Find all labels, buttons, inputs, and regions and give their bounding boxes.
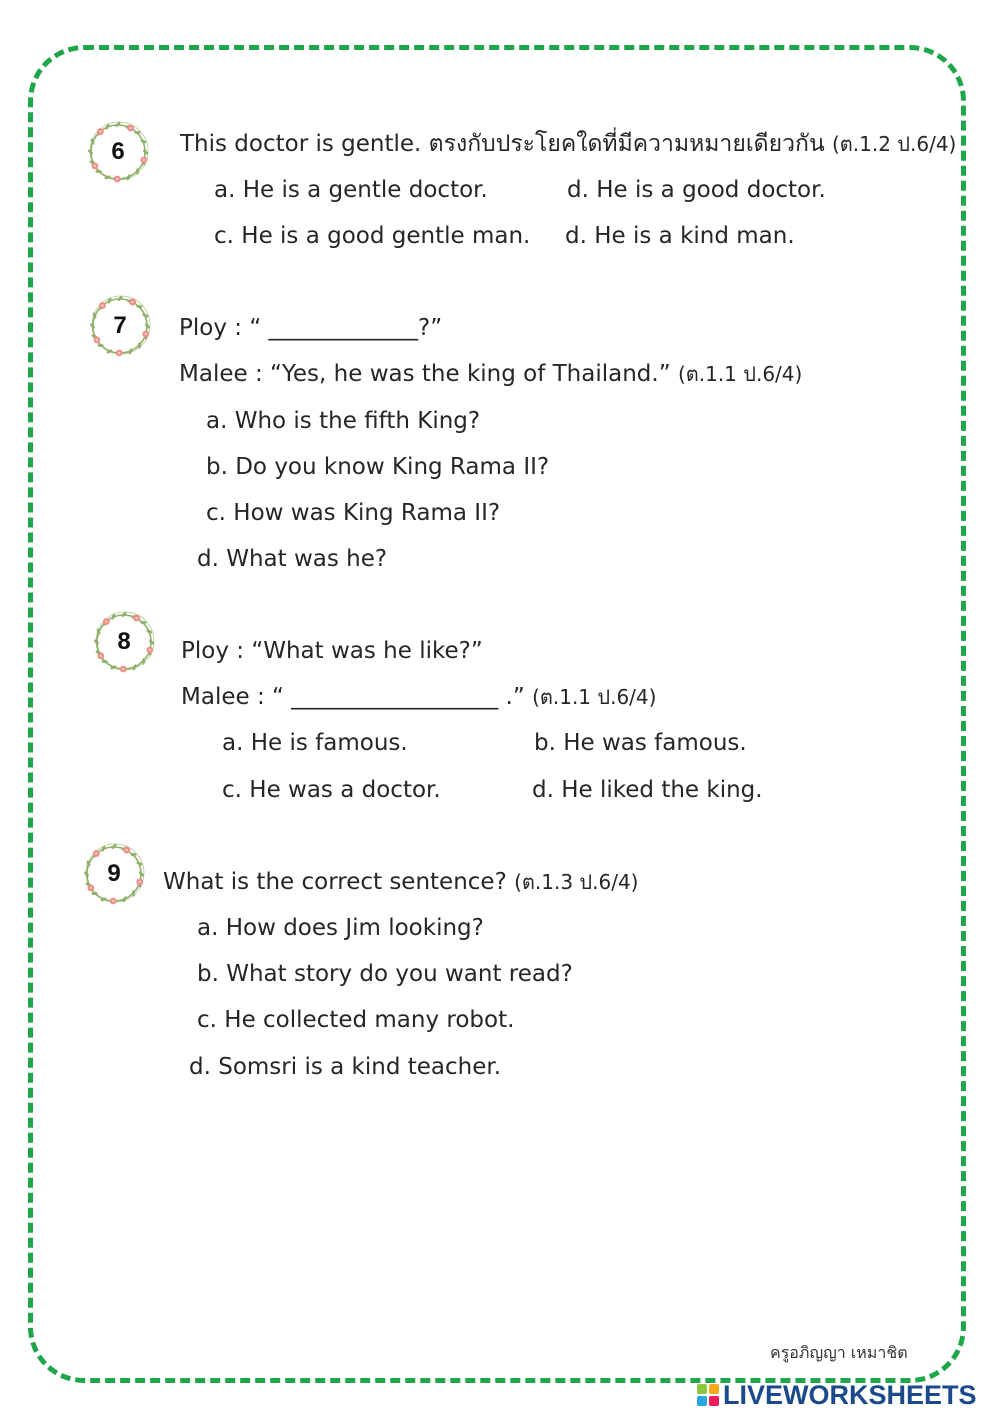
q8-choice-1[interactable]: a. He is famous. — [222, 730, 408, 756]
q8-dialogue-line-2: Malee : “ __________________ .” (ต.1.1 ป.6/4) — [181, 684, 657, 710]
question-number-badge-7 — [88, 294, 158, 364]
q6-choice-3[interactable]: c. He is a good gentle man. — [214, 223, 531, 249]
question-number-badge-9 — [82, 842, 152, 912]
curriculum-reference: (ต.1.3 ป.6/4) — [514, 870, 639, 894]
curriculum-reference: (ต.1.2 ป.6/4) — [831, 132, 957, 156]
q8-choice-3[interactable]: c. He was a doctor. — [222, 777, 441, 803]
q7-choice-3[interactable]: c. How was King Rama II? — [206, 500, 501, 526]
question-number: 6 — [111, 138, 125, 165]
q7-choice-2[interactable]: b. Do you know King Rama II? — [206, 454, 550, 480]
question-number: 8 — [117, 628, 131, 655]
q6-choice-1[interactable]: a. He is a gentle doctor. — [214, 177, 488, 203]
curriculum-reference: (ต.1.1 ป.6/4) — [532, 685, 657, 709]
logo-text: LIVEWORKSHEETS — [723, 1379, 977, 1410]
q6-choice-2[interactable]: d. He is a good doctor. — [567, 177, 826, 203]
q8-choice-4[interactable]: d. He liked the king. — [532, 777, 763, 803]
q9-choice-1[interactable]: a. How does Jim looking? — [197, 915, 484, 941]
question-number: 9 — [107, 860, 121, 887]
q9-choice-2[interactable]: b. What story do you want read? — [197, 961, 573, 987]
q9-choice-4[interactable]: d. Somsri is a kind teacher. — [189, 1054, 502, 1080]
q7-choice-1[interactable]: a. Who is the fifth King? — [206, 408, 481, 434]
q6-choice-4[interactable]: d. He is a kind man. — [565, 223, 795, 249]
q8-choice-2[interactable]: b. He was famous. — [534, 730, 747, 756]
question-number-badge-6 — [86, 120, 156, 190]
q8-dialogue-line-1: Ploy : “What was he like?” — [181, 638, 483, 664]
q7-choice-4[interactable]: d. What was he? — [197, 546, 388, 572]
q7-dialogue-line-1: Ploy : “ _____________?” — [179, 315, 443, 341]
question-6-prompt: This doctor is gentle. ตรงกับประโยคใดที่มีความหมายเดียวกัน (ต.1.2 ป.6/4) — [180, 131, 957, 157]
teacher-credit: ครูอภิญญา เหมาชิต — [770, 1343, 908, 1362]
q7-dialogue-line-2: Malee : “Yes, he was the king of Thailand.” (ต.1.1 ป.6/4) — [179, 361, 803, 387]
question-9-prompt: What is the correct sentence? (ต.1.3 ป.6/4) — [163, 869, 639, 895]
q9-choice-3[interactable]: c. He collected many robot. — [197, 1007, 515, 1033]
liveworksheets-logo[interactable] — [697, 1380, 977, 1410]
question-number: 7 — [113, 312, 127, 339]
question-number-badge-8 — [92, 610, 162, 680]
curriculum-reference: (ต.1.1 ป.6/4) — [677, 362, 803, 386]
logo-blocks-icon — [697, 1384, 719, 1406]
